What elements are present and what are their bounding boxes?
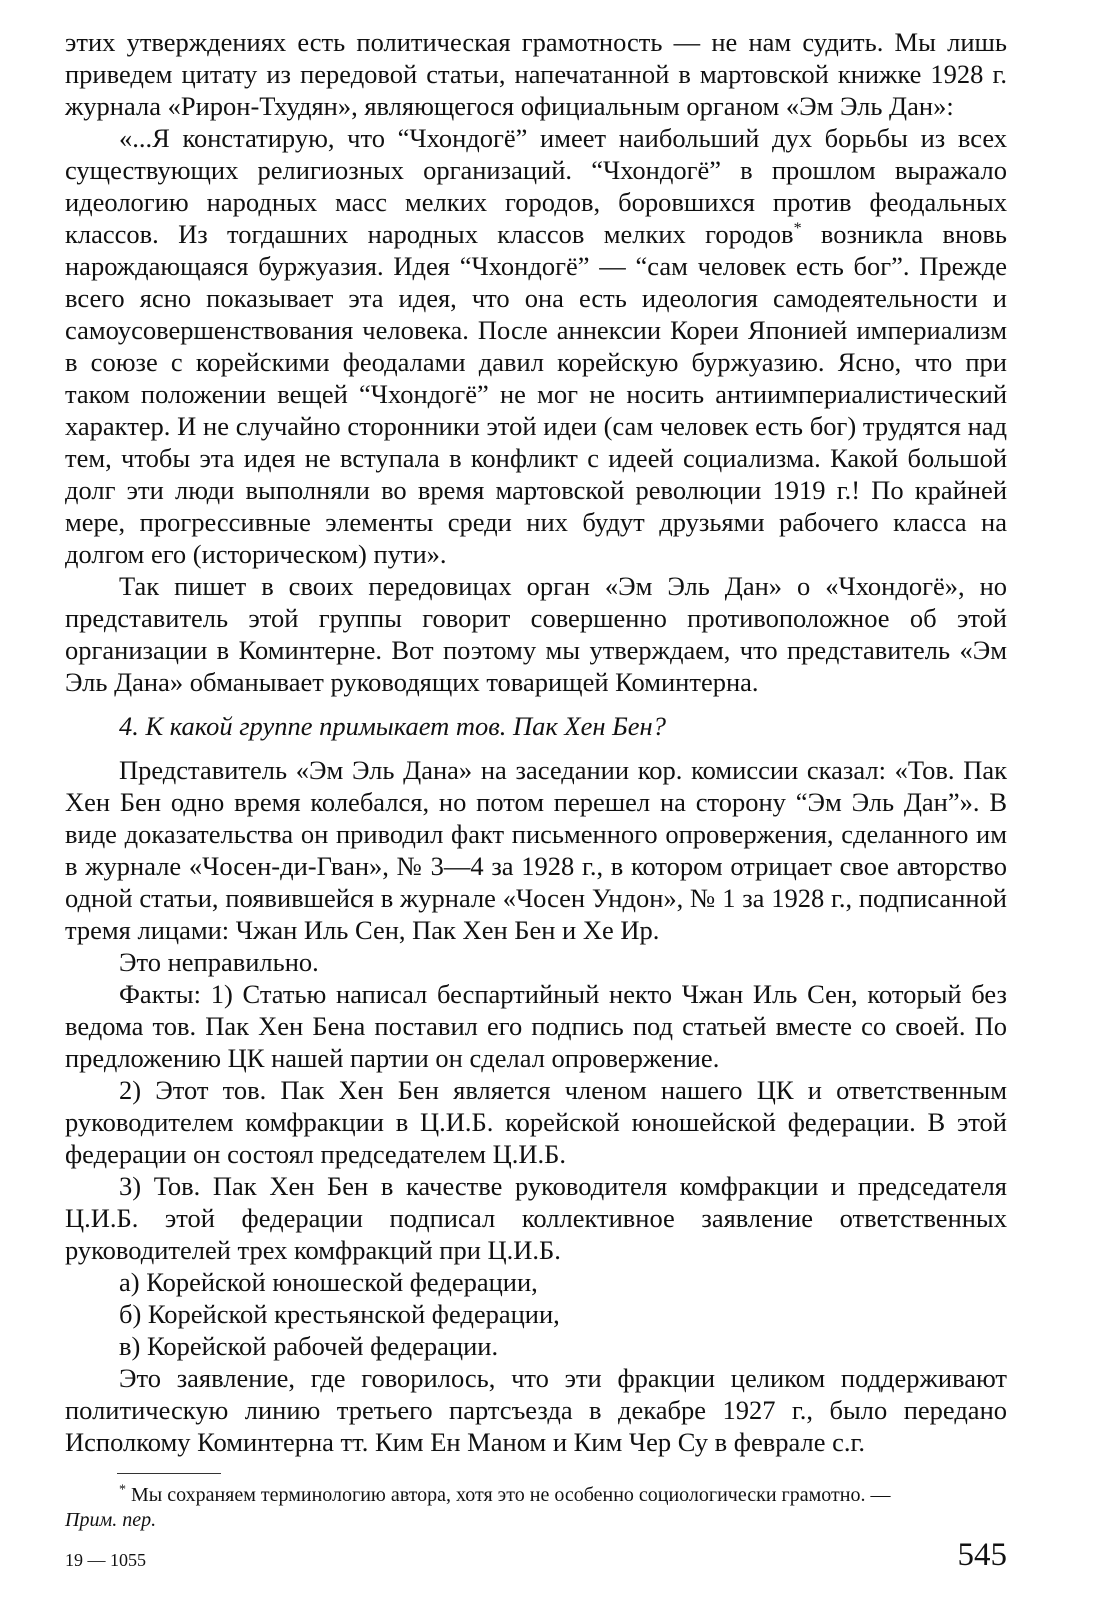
footnote-text: Мы сохраняем терминологию автора, хотя это не особенно социологически грамотно. — <box>126 1484 891 1506</box>
footnote-star: * <box>119 1482 126 1498</box>
footnote <box>65 1483 1007 1533</box>
list-item: в) Корейской рабочей федерации. <box>119 1331 499 1361</box>
list-item: б) Корейской крестьянской федерации, <box>119 1299 560 1329</box>
paragraph-intro: этих утверждениях есть политическая грамотность — не нам судить. Мы лишь приведем цитату из передовой статьи, напечатанной в мартовской книжке 1928 г. журнала «Рирон-Тхудян», являющегося официальным органом «Эм Эль Дан»: <box>65 27 1007 121</box>
page-number: 545 <box>957 1537 1007 1573</box>
footnote-text-block <box>65 1483 1007 1508</box>
paragraph-statement: Это заявление, где говорилось, что эти фракции целиком поддерживают политическую линию третьего партсъезда в декабре 1927 г., было передано Исполкому Коминтерна тт. Ким Ен Маном и Ким Чер Су в феврале с.г. <box>65 1363 1007 1457</box>
footnote-marker: * <box>793 220 802 238</box>
paragraph-facts-1: Факты: 1) Статью написал беспартийный некто Чжан Иль Сен, который без ведома тов. Пак Хен Бена поставил его подпись под статьей вместе со своей. По предложению ЦК нашей партии он сделал опровержение. <box>65 979 1007 1073</box>
list-item: а) Корейской юношеской федерации, <box>119 1267 538 1297</box>
paragraph-incorrect: Это неправильно. <box>119 947 319 977</box>
paragraph-facts-2: 2) Этот тов. Пак Хен Бен является членом нашего ЦК и ответственным руководителем комфракции в Ц.И.Б. корейской юношейской федерации. В этой федерации он состоял председателем Ц.И.Б. <box>65 1075 1007 1169</box>
printer-signature: 19 — 1055 <box>65 1550 146 1570</box>
footnote-divider <box>117 1473 221 1474</box>
page-body <box>65 26 1007 1458</box>
paragraph-representative: Представитель «Эм Эль Дана» на заседании кор. комиссии сказал: «Тов. Пак Хен Бен одно время колебался, но потом перешел на сторону “Эм Эль Дан”». В виде доказательства он приводил факт письменного опровержения, сделанного им в журнале «Чосен-ди-Гван», № 3—4 за 1928 г., в котором отрицает свое авторство одной статьи, появившейся в журнале «Чосен Ундон», № 1 за 1928 г., подписанной тремя лицами: Чжан Иль Сен, Пак Хен Бен и Хе Ир. <box>65 755 1007 945</box>
footnote-translator-note: Прим. пер. <box>65 1509 157 1531</box>
section-heading: 4. К какой группе примыкает тов. Пак Хен Бен? <box>119 711 666 741</box>
quote-text-part2: возникла вновь нарождающаяся буржуазия. Идея “Чхондогё” — “сам человек есть бог”. Прежде всего ясно показывает эта идея, что она есть идеология самодеятельности и самоусовершенствования человека. После аннексии Кореи Японией империализм в союзе с корейскими феодалами давил корейскую буржуазию. Ясно, что при таком положении вещей “Чхондогё” не мог не носить антиимпериалистический характер. И не случайно сторонники этой идеи (сам человек есть бог) трудятся над тем, чтобы эта идея не вступала в конфликт с идеей социализма. Какой большой долг эти люди выполняли во время мартовской революции 1919 г.! По крайней мере, прогрессивные элементы среди них будут друзьями рабочего класса на долгом его (историческом) пути». <box>65 219 1007 569</box>
paragraph-facts-3: 3) Тов. Пак Хен Бен в качестве руководителя комфракции и председателя Ц.И.Б. этой федерации подписал коллективное заявление ответственных руководителей трех комфракций при Ц.И.Б. <box>65 1171 1007 1265</box>
quote-paragraph <box>65 122 1007 570</box>
paragraph-conclusion: Так пишет в своих передовицах орган «Эм Эль Дан» о «Чхондогё», но представитель этой группы говорит совершенно противоположное об этой организации в Коминтерне. Вот поэтому мы утверждаем, что представитель «Эм Эль Дана» обманывает руководящих товарищей Коминтерна. <box>65 571 1007 697</box>
quote-text-part1: «...Я констатирую, что “Чхондогё” имеет наибольший дух борьбы из всех существующих религиозных организаций. “Чхондогё” в прошлом выражало идеологию народных масс мелких городов, боровшихся против феодальных классов. Из тогдашних народных классов мелких городов <box>65 123 1007 249</box>
